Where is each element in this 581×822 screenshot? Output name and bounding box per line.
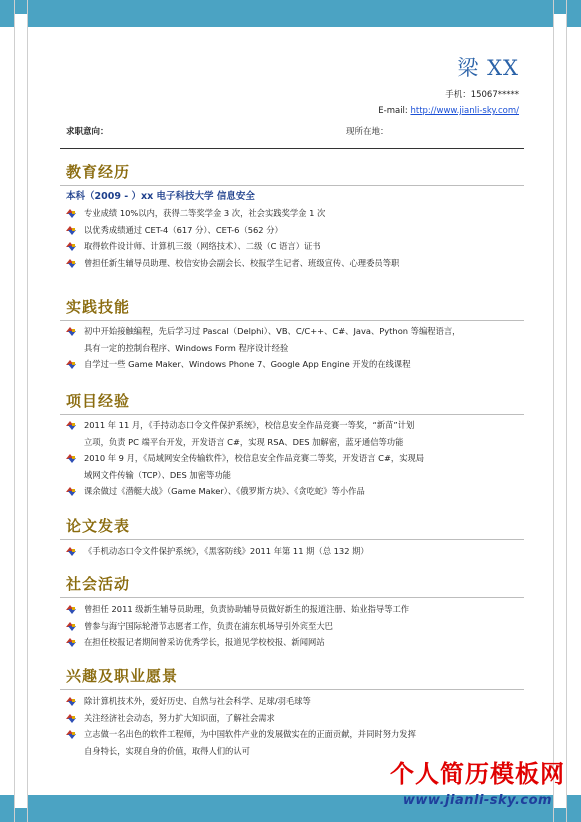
section-title: 实践技能 [66, 298, 131, 316]
bullet-icon [66, 327, 76, 336]
projects-list [66, 417, 526, 500]
bullet-icon [66, 421, 76, 430]
candidate-name: 梁 XX [457, 56, 519, 80]
section-title: 兴趣及职业愿景 [66, 667, 179, 685]
phone-line [445, 88, 519, 100]
bullet-icon [66, 622, 76, 631]
bullet-icon [66, 454, 76, 463]
interests-section [66, 665, 526, 759]
watermark-url: www.jianli-sky.com [402, 793, 553, 808]
frame-line [14, 0, 15, 822]
bullet-icon [66, 209, 76, 218]
list-item [66, 222, 526, 239]
item-text: 在担任校报记者期间曾采访优秀学长，报道见学校校报、新闻网站 [84, 637, 325, 648]
list-item [66, 710, 526, 727]
frame-line [566, 0, 567, 822]
item-text: 《手机动态口令文件保护系统》，《黑客防线》2011 年第 11 期（总 132 期） [84, 546, 369, 556]
list-item [66, 618, 526, 635]
list-item [66, 543, 526, 560]
phone-label: 手机： [445, 90, 471, 100]
frame-line [27, 0, 28, 822]
top-decorative-band [0, 0, 581, 27]
corner-notch [553, 14, 567, 28]
section-title: 论文发表 [66, 517, 131, 535]
item-text: 除计算机技术外，爱好历史、自然与社会科学、足球/羽毛球等 [84, 696, 311, 706]
item-text: 以优秀成绩通过 CET-4（617 分）、CET-6（562 分） [84, 224, 283, 235]
section-divider [60, 539, 524, 540]
section-title: 项目经验 [66, 392, 131, 410]
watermark-title: 个人简历模板网 [390, 760, 565, 788]
item-text: 2011 年 11 月，《手持动态口令文件保护系统》，校信息安全作品竞赛一等奖，“新苗”计划 [84, 420, 415, 430]
site-watermark [390, 754, 565, 808]
list-item [66, 356, 526, 373]
list-item [66, 205, 526, 222]
bullet-icon [66, 605, 76, 614]
item-text: 自学过一些 Game Maker、Windows Phone 7、Google App Engine 开发的在线课程 [84, 359, 411, 370]
item-text-continued: 立项，负责 PC 端平台开发，开发语言 C#，实现 RSA、DES 加解密，蓝牙通信等功能 [84, 436, 404, 447]
corner-notch [14, 14, 28, 28]
item-text: 取得软件设计师、计算机三级（网络技术）、二级（C 语言）证书 [84, 241, 321, 252]
papers-section [66, 515, 526, 560]
projects-section [66, 390, 526, 500]
activities-section [66, 573, 526, 651]
item-text: 立志做一名出色的软件工程师，为中国软件产业的发展做实在的正面贡献，并同时努力发挥 [84, 729, 416, 740]
list-item [66, 238, 526, 255]
interests-list [66, 693, 526, 759]
section-divider [60, 320, 524, 321]
item-text: 关注经济社会动态，努力扩大知识面，了解社会需求 [84, 712, 275, 723]
item-text-continued: 自身特长，实现自身的价值，取得人们的认可 [84, 745, 250, 756]
email-link[interactable]: http://www.jianli-sky.com/ [410, 106, 519, 116]
education-list [66, 205, 526, 271]
intent-row [66, 125, 523, 137]
section-title: 社会活动 [66, 575, 131, 593]
bullet-icon [66, 226, 76, 235]
item-text-continued: 域网文件传输（TCP）、DES 加密等功能 [84, 469, 231, 480]
bullet-icon [66, 697, 76, 706]
section-divider [60, 597, 524, 598]
bullet-icon [66, 638, 76, 647]
activities-list [66, 601, 526, 651]
section-divider [60, 689, 524, 690]
bullet-icon [66, 259, 76, 268]
bullet-icon [66, 547, 76, 556]
item-text: 课余做过《潜艇大战》（Game Maker）、《俄罗斯方块》、《贪吃蛇》等小作品 [84, 486, 365, 497]
corner-notch [14, 794, 28, 808]
item-text: 曾担任新生辅导员助理、校信安协会副会长、校报学生记者、班级宣传、心理委员等职 [84, 257, 400, 268]
bullet-icon [66, 242, 76, 251]
bullet-icon [66, 714, 76, 723]
job-intent-label: 求职意向： [66, 127, 109, 137]
list-item [66, 601, 526, 618]
education-section [66, 161, 526, 271]
section-divider [60, 185, 524, 186]
item-text: 专业成绩 10%以内，获得二等奖学金 3 次，社会实践奖学金 1 次 [84, 208, 326, 218]
item-text: 曾参与海宁国际轮滑节志愿者工作，负责在浦东机场导引外宾至大巴 [84, 620, 333, 631]
item-text-continued: 具有一定的控制台程序、Windows Form 程序设计经验 [84, 342, 289, 353]
item-text: 初中开始接触编程，先后学习过 Pascal（Delphi）、VB、C/C++、C#、Java、Python 等编程语言， [84, 326, 461, 336]
header-divider [60, 148, 524, 149]
bullet-icon [66, 487, 76, 496]
item-text: 曾担任 2011 级新生辅导员助理，负责协助辅导员做好新生的报道注册、始业指导等工作 [84, 604, 410, 614]
list-item [66, 417, 526, 450]
list-item [66, 450, 526, 483]
item-text: 2010 年 9 月，《局域网安全传输软件》，校信息安全作品竞赛二等奖，开发语言 C#，实现局 [84, 453, 425, 464]
frame-line [553, 0, 554, 822]
skills-section [66, 296, 526, 373]
papers-list [66, 543, 526, 560]
location-label: 现所在地： [346, 127, 389, 137]
phone-value: 15067***** [470, 90, 519, 100]
education-subhead: 本科（2009 - ）xx 电子科技大学 信息安全 [66, 191, 255, 202]
bullet-icon [66, 730, 76, 739]
list-item [66, 323, 526, 356]
bullet-icon [66, 360, 76, 369]
list-item [66, 255, 526, 272]
list-item [66, 483, 526, 500]
section-divider [60, 414, 524, 415]
list-item [66, 693, 526, 710]
section-title: 教育经历 [66, 163, 131, 181]
list-item [66, 634, 526, 651]
email-label: E-mail: [378, 106, 408, 116]
email-line [378, 106, 519, 116]
skills-list [66, 323, 526, 373]
